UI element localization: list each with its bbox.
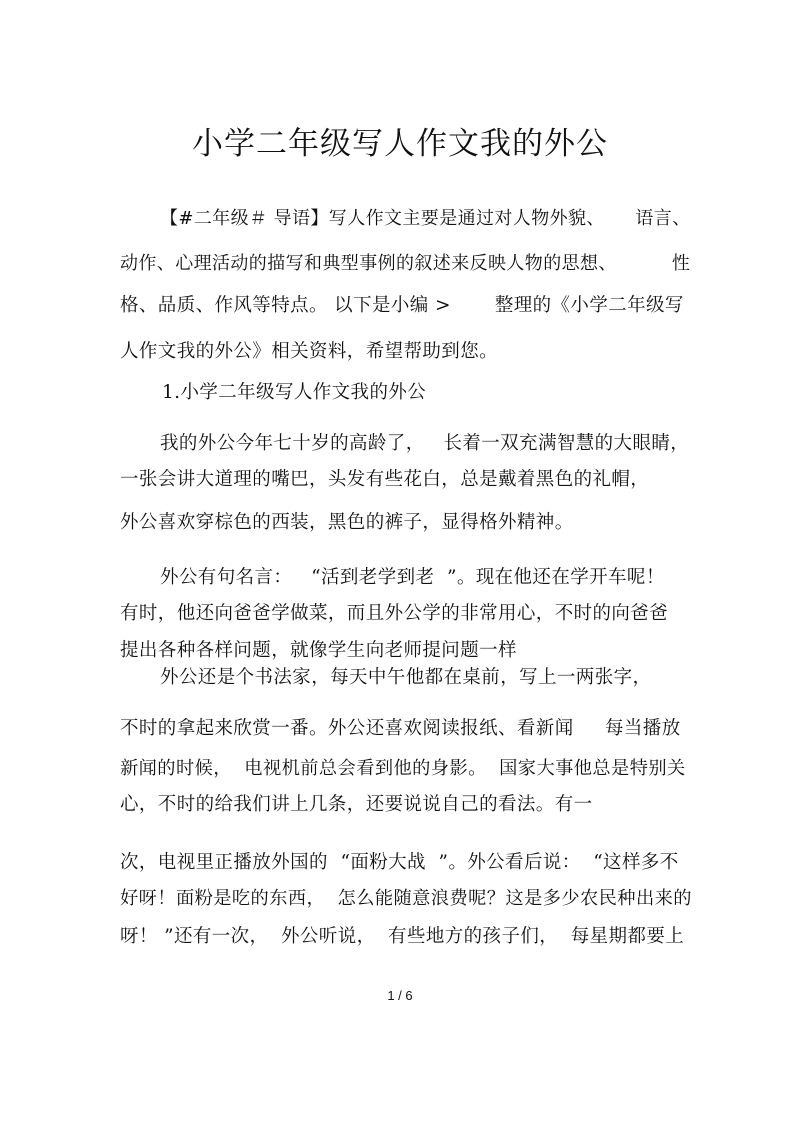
text-line: 心，不时的给我们讲上几条，还要说说自己的看法。有一	[120, 794, 593, 815]
text-line: 呀！ ”还有一次， 外公听说， 有些地方的孩子们， 每星期都要上	[120, 926, 685, 947]
page-number: 1 / 6	[387, 988, 413, 1003]
section-heading: 1.小学二年级写人作文我的外公	[162, 382, 427, 403]
text-line: 不时的拿起来欣赏一番。外公还喜欢阅读报纸、看新闻 每当播放	[120, 718, 681, 739]
text-line: 动作、心理活动的描写和典型事例的叙述来反映人物的思想、 性	[120, 253, 691, 274]
text-line: 外公还是个书法家，每天中午他都在桌前，写上一两张字，	[160, 667, 652, 688]
text-line: 外公有句名言： “活到老学到老 ”。现在他还在学开车呢！	[160, 567, 665, 588]
text-line: 提出各种各样问题，就像学生向老师提问题一样	[120, 640, 517, 661]
text-line: 我的外公今年七十岁的高龄了， 长着一双充满智慧的大眼睛，	[160, 433, 690, 454]
text-line: 【#二年级＃ 导语】写人作文主要是通过对人物外貌、 语言、	[160, 208, 691, 229]
document-title: 小学二年级写人作文我的外公	[192, 126, 608, 162]
text-line: 一张会讲大道理的嘴巴，头发有些花白，总是戴着黑色的礼帽，	[120, 469, 650, 490]
text-line: 人作文我的外公》相关资料，希望帮助到您。	[120, 341, 499, 362]
text-line: 有时，他还向爸爸学做菜，而且外公学的非常用心，不时的向爸爸	[120, 603, 669, 624]
text-line: 新闻的时候， 电视机前总会看到他的身影。 国家大事他总是特别关	[120, 758, 686, 779]
text-line: 外公喜欢穿棕色的西装，黑色的裤子，显得格外精神。	[120, 512, 574, 533]
text-line: 次，电视里正播放外国的 “面粉大战 ”。外公看后说： “这样多不	[120, 852, 679, 873]
text-line: 好呀！面粉是吃的东西， 怎么能随意浪费呢？这是多少农民种出来的	[120, 888, 692, 909]
text-line: 格、品质、作风等特点。 以下是小编 > 整理的《小学二年级写	[120, 295, 684, 316]
